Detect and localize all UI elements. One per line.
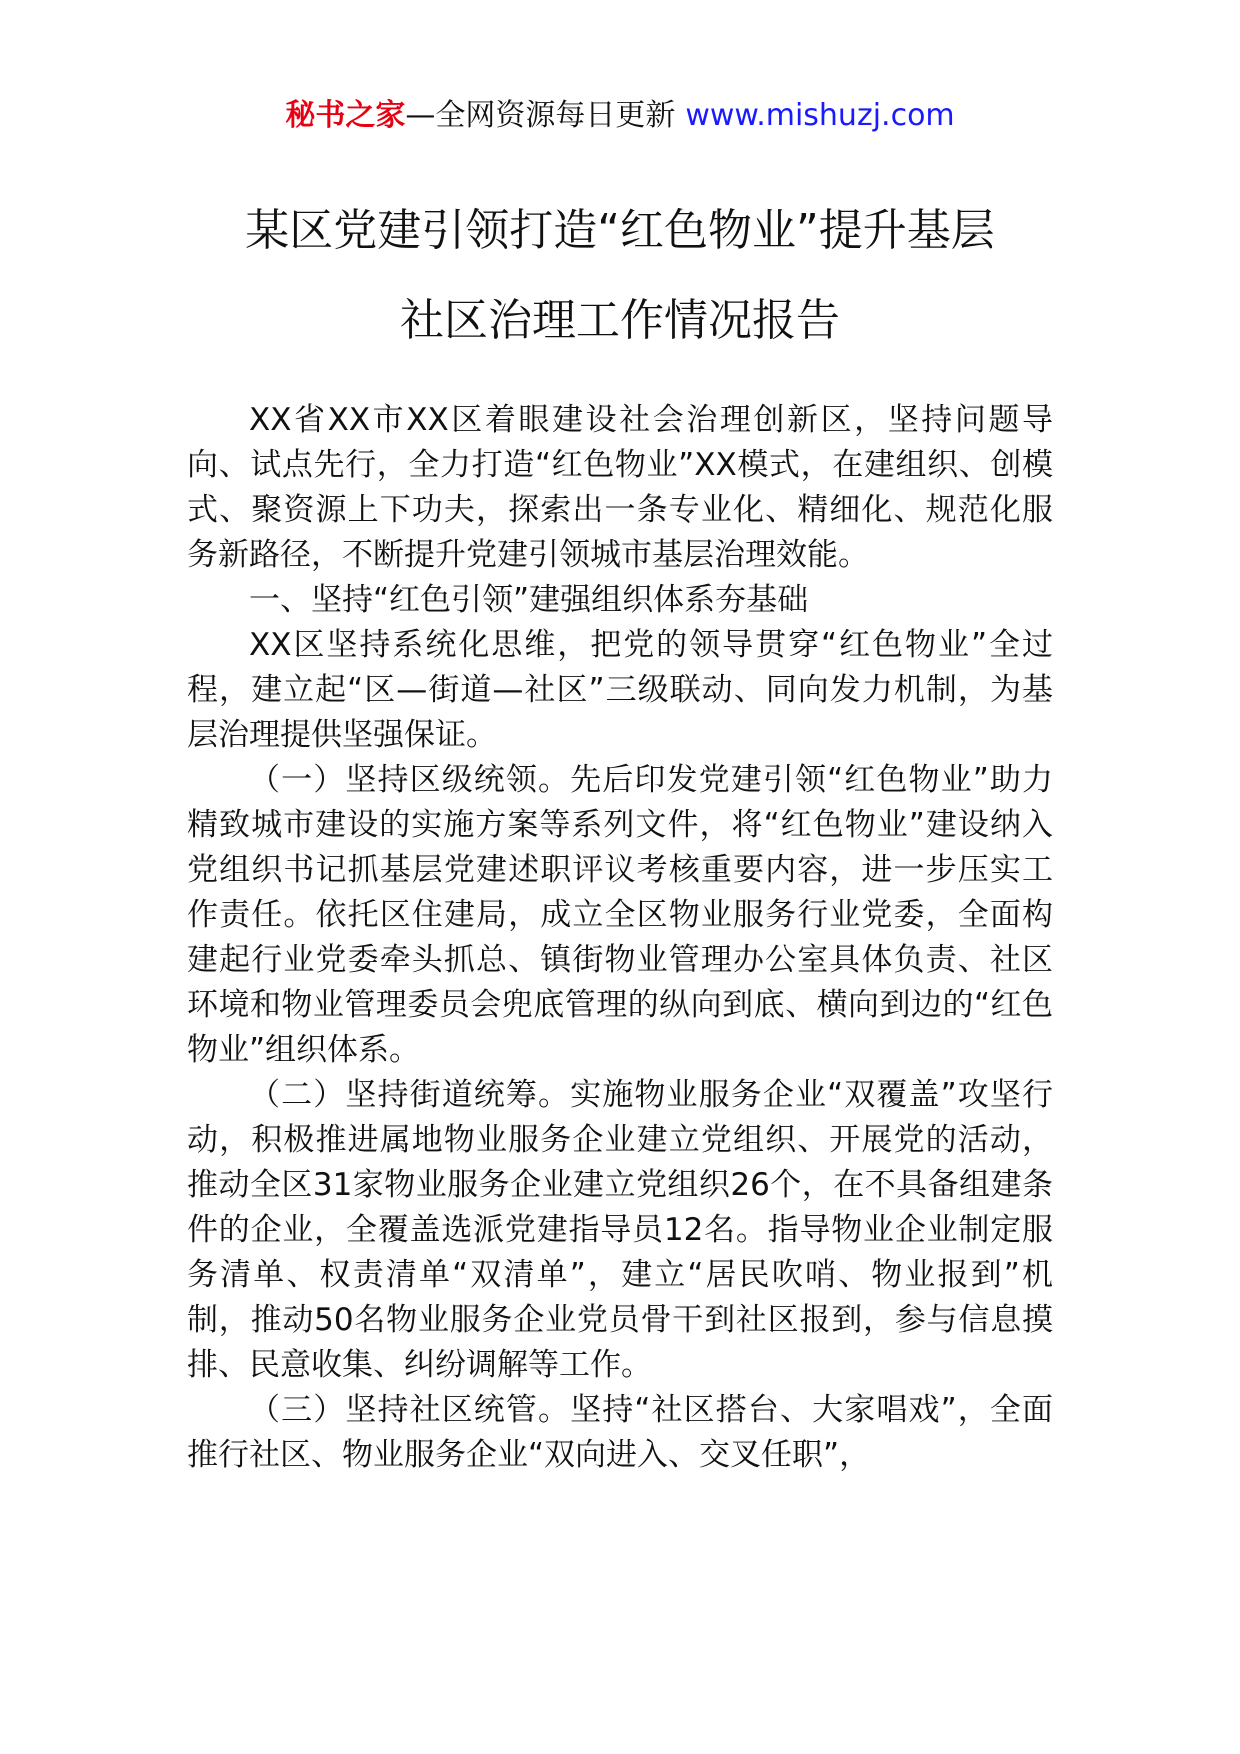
intro-paragraph: XX省XX市XX区着眼建设社会治理创新区，坚持问题导向、试点先行，全力打造“红色物业”XX模式，在建组织、创模式、聚资源上下功夫，探索出一条专业化、精细化、规范化服务新路径，不断提升党建引领城市基层治理效能。 [187,402,1053,573]
subsection-1-paragraph: （一）坚持区级统领。先后印发党建引领“红色物业”助力精致城市建设的实施方案等系列文件，将“红色物业”建设纳入党组织书记抓基层党建述职评议考核重要内容，进一步压实工作责任。依托区住建局，成立全区物业服务行业党委，全面构建起行业党委牵头抓总、镇街物业管理办公室具体负责、社区环境和物业管理委员会兜底管理的纵向到底、横向到边的“红色物业”组织体系。 [187,762,1053,1068]
section-heading-1: 一、坚持“红色引领”建强组织体系夯基础 [249,582,809,618]
document-body [187,398,1053,1478]
site-url-link[interactable]: www.mishuzj.com [685,98,955,133]
title-line-1: 某区党建引领打造“红色物业”提升基层 [245,205,995,256]
section-1-paragraph: XX区坚持系统化思维，把党的领导贯穿“红色物业”全过程，建立起“区—街道—社区”三级联动、同向发力机制，为基层治理提供坚强保证。 [187,627,1053,753]
site-header [0,96,1240,136]
title-line-2: 社区治理工作情况报告 [400,295,840,346]
document-title [150,186,1090,366]
subsection-3-paragraph: （三）坚持社区统管。坚持“社区搭台、大家唱戏”，全面推行社区、物业服务企业“双向进入、交叉任职”， [187,1392,1053,1473]
brand-name: 秘书之家 [285,98,406,133]
subsection-2-paragraph: （二）坚持街道统筹。实施物业服务企业“双覆盖”攻坚行动，积极推进属地物业服务企业建立党组织、开展党的活动，推动全区31家物业服务企业建立党组织26个，在不具备组建条件的企业，全覆盖选派党建指导员12名。指导物业企业制定服务清单、权责清单“双清单”，建立“居民吹哨、物业报到”机制，推动50名物业服务企业党员骨干到社区报到，参与信息摸排、民意收集、纠纷调解等工作。 [187,1077,1053,1383]
header-tagline: —全网资源每日更新 [405,98,676,133]
